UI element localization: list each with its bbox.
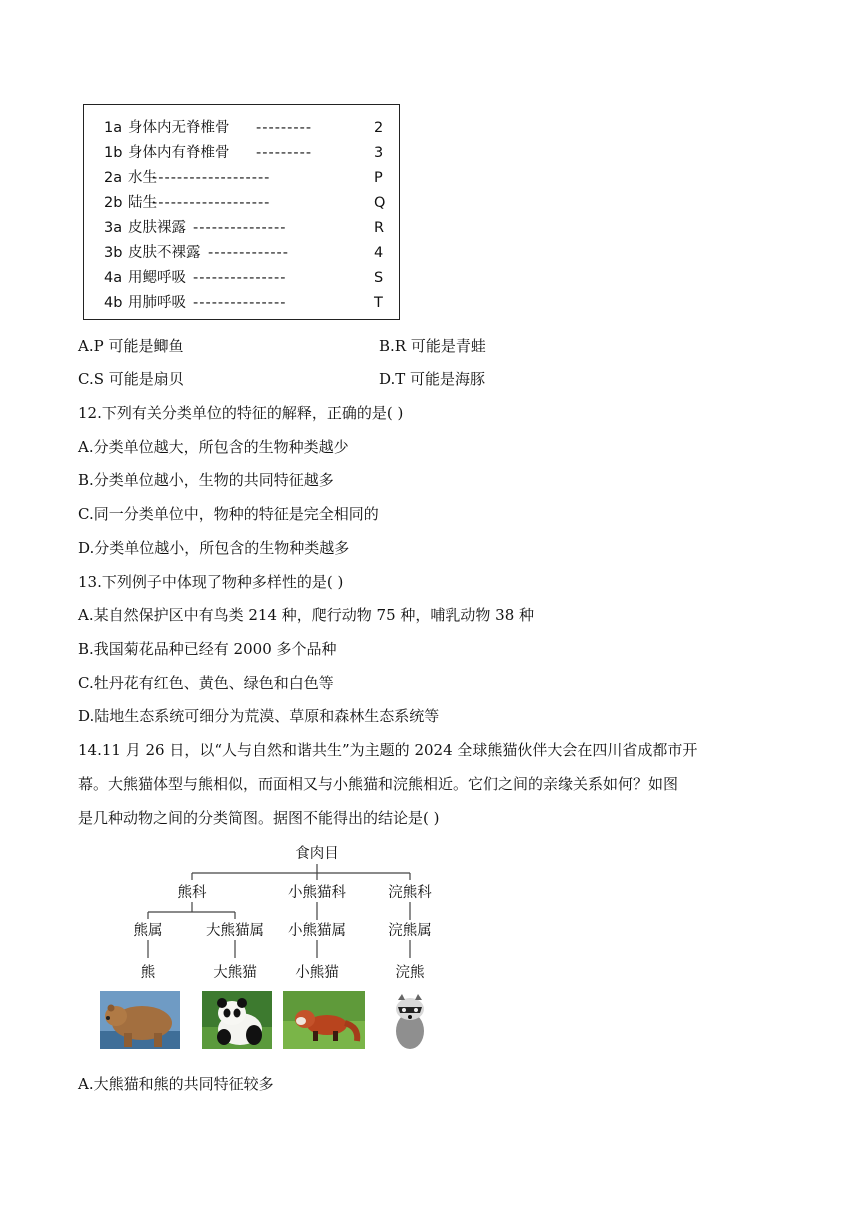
key-result: 4 xyxy=(374,245,384,261)
tree-family-ursidae: 熊科 xyxy=(177,885,207,901)
key-trait: 用肺呼吸 xyxy=(128,295,186,311)
q13-option-a: A.某自然保护区中有鸟类 214 种，爬行动物 75 种，哺乳动物 38 种 xyxy=(78,606,535,624)
q13-option-b: B.我国菊花品种已经有 2000 多个品种 xyxy=(78,640,337,658)
key-trait: 陆生 xyxy=(128,195,157,211)
raccoon-photo xyxy=(386,991,434,1049)
key-leader-dashes: --------- xyxy=(256,120,313,136)
key-step-code: 3a xyxy=(104,220,123,236)
key-step-code: 2a xyxy=(104,170,123,186)
key-trait: 身体内有脊椎骨 xyxy=(128,145,230,161)
q12-option-a: A.分类单位越大，所包含的生物种类越少 xyxy=(78,438,349,456)
key-leader-dashes: --------- xyxy=(256,145,313,161)
tree-family-ailuridae: 小熊猫科 xyxy=(288,885,346,901)
tree-genus-ursus: 熊属 xyxy=(133,923,163,939)
key-row xyxy=(104,242,290,264)
key-row xyxy=(104,217,287,239)
classification-tree xyxy=(90,840,450,1055)
key-row xyxy=(104,192,271,214)
q12-option-c: C.同一分类单位中，物种的特征是完全相同的 xyxy=(78,505,379,523)
q14-stem-line-3: 是几种动物之间的分类简图。据图不能得出的结论是( ) xyxy=(78,809,440,827)
q13-option-c: C.牡丹花有红色、黄色、绿色和白色等 xyxy=(78,674,334,692)
key-step-code: 4b xyxy=(104,295,123,311)
q14-stem-line-2: 幕。大熊猫体型与熊相似，而面相又与小熊猫和浣熊相近。它们之间的亲缘关系如何？如图 xyxy=(78,775,679,793)
key-step-code: 4a xyxy=(104,270,123,286)
key-result: P xyxy=(374,170,383,186)
key-trait: 身体内无脊椎骨 xyxy=(128,120,230,136)
key-result: S xyxy=(374,270,384,286)
tree-order-label: 食肉目 xyxy=(295,846,339,862)
key-leader-dashes: --------------- xyxy=(193,270,287,286)
q13-stem: 13.下列例子中体现了物种多样性的是( ) xyxy=(78,573,344,591)
key-row xyxy=(104,117,313,139)
key-result: Q xyxy=(374,195,386,211)
q11-option-c: C.S 可能是扇贝 xyxy=(78,370,184,388)
q14-stem-line-1: 14.11 月 26 日，以“人与自然和谐共生”为主题的 2024 全球熊猫伙伴大会在四川省成都市开 xyxy=(78,741,698,759)
key-result: 3 xyxy=(374,145,384,161)
key-result: R xyxy=(374,220,385,236)
q11-option-b: B.R 可能是青蛙 xyxy=(379,337,486,355)
tree-species-giant-panda: 大熊猫 xyxy=(213,965,257,981)
key-row xyxy=(104,142,313,164)
key-step-code: 2b xyxy=(104,195,123,211)
tree-species-red-panda: 小熊猫 xyxy=(295,965,339,981)
bear-photo xyxy=(100,991,180,1049)
tree-species-raccoon: 浣熊 xyxy=(395,965,425,981)
key-trait: 用鳃呼吸 xyxy=(128,270,186,286)
q12-option-b: B.分类单位越小，生物的共同特征越多 xyxy=(78,471,334,489)
tree-genus-ailuropoda: 大熊猫属 xyxy=(206,923,264,939)
key-row xyxy=(104,267,287,289)
tree-genus-procyon: 浣熊属 xyxy=(388,923,432,939)
key-leader-dashes: ------------------- xyxy=(152,170,271,186)
tree-family-procyonidae: 浣熊科 xyxy=(388,885,432,901)
key-trait: 水生 xyxy=(128,170,157,186)
key-result: 2 xyxy=(374,120,384,136)
red-panda-photo xyxy=(283,991,365,1049)
key-row xyxy=(104,167,271,189)
key-leader-dashes: --------------- xyxy=(193,220,287,236)
key-leader-dashes: --------------- xyxy=(193,295,287,311)
key-step-code: 1b xyxy=(104,145,123,161)
dichotomous-key xyxy=(83,104,400,320)
key-leader-dashes: ------------- xyxy=(208,245,290,261)
giant-panda-photo xyxy=(202,991,272,1049)
tree-genus-ailurus: 小熊猫属 xyxy=(288,923,346,939)
tree-species-bear: 熊 xyxy=(140,965,156,981)
q14-option-a: A.大熊猫和熊的共同特征较多 xyxy=(78,1075,274,1093)
key-leader-dashes: ------------------- xyxy=(152,195,271,211)
key-trait: 皮肤不裸露 xyxy=(128,245,201,261)
key-step-code: 1a xyxy=(104,120,123,136)
key-step-code: 3b xyxy=(104,245,123,261)
key-trait: 皮肤裸露 xyxy=(128,220,186,236)
q12-stem: 12.下列有关分类单位的特征的解释，正确的是( ) xyxy=(78,404,404,422)
q12-option-d: D.分类单位越小，所包含的生物种类越多 xyxy=(78,539,350,557)
key-result: T xyxy=(374,295,383,311)
q11-option-a: A.P 可能是鲫鱼 xyxy=(78,337,184,355)
q13-option-d: D.陆地生态系统可细分为荒漠、草原和森林生态系统等 xyxy=(78,707,440,725)
key-row xyxy=(104,292,287,314)
q11-option-d: D.T 可能是海豚 xyxy=(379,370,486,388)
